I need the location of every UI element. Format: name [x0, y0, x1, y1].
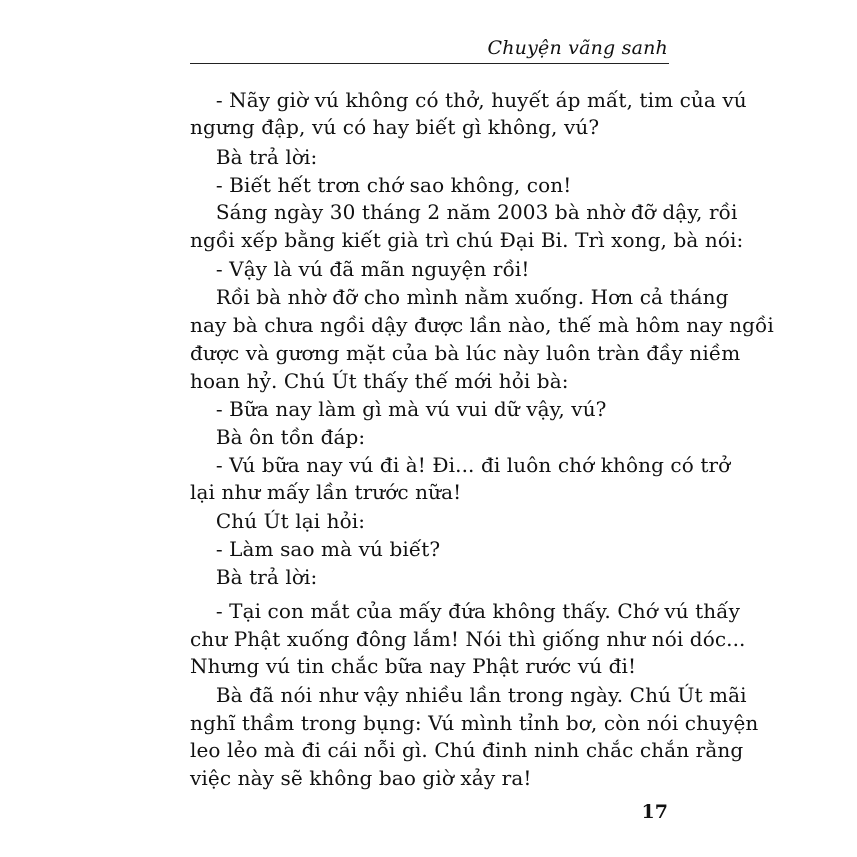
text-line: leo lẻo mà đi cái nỗi gì. Chú đinh ninh chắc chắn rằng: [190, 738, 744, 762]
text-line: nay bà chưa ngồi dậy được lần nào, thế mà hôm nay ngồi: [190, 313, 774, 337]
running-header-title: Chuyện vãng sanh: [487, 37, 668, 59]
text-line: Bà trả lời:: [190, 145, 318, 169]
text-line: - Tại con mắt của mấy đứa không thấy. Chớ vú thấy: [190, 599, 741, 623]
text-line: Rồi bà nhờ đỡ cho mình nằm xuống. Hơn cả tháng: [190, 285, 729, 309]
text-line: - Vú bữa nay vú đi à! Đi... đi luôn chớ không có trở: [190, 453, 731, 477]
text-line: chư Phật xuống đông lắm! Nói thì giống như nói dóc...: [190, 627, 746, 651]
text-line: - Biết hết trơn chớ sao không, con!: [190, 173, 572, 197]
header-rule: [190, 63, 669, 64]
text-line: Chú Út lại hỏi:: [190, 509, 366, 533]
text-line: ngồi xếp bằng kiết già trì chú Đại Bi. Trì xong, bà nói:: [190, 228, 744, 252]
text-line: Sáng ngày 30 tháng 2 năm 2003 bà nhờ đỡ dậy, rồi: [190, 200, 738, 224]
text-line: Bà ôn tồn đáp:: [190, 425, 366, 449]
text-line: Bà trả lời:: [190, 565, 318, 589]
text-line: hoan hỷ. Chú Út thấy thế mới hỏi bà:: [190, 369, 569, 393]
text-line: được và gương mặt của bà lúc này luôn tràn đầy niềm: [190, 341, 741, 365]
text-line: Bà đã nói như vậy nhiều lần trong ngày. Chú Út mãi: [190, 683, 747, 707]
text-line: - Vậy là vú đã mãn nguyện rồi!: [190, 257, 530, 281]
text-line: nghĩ thầm trong bụng: Vú mình tỉnh bơ, còn nói chuyện: [190, 711, 759, 735]
text-line: - Bữa nay làm gì mà vú vui dữ vậy, vú?: [190, 397, 607, 421]
text-line: việc này sẽ không bao giờ xảy ra!: [190, 766, 532, 790]
text-line: lại như mấy lần trước nữa!: [190, 480, 462, 504]
page-number: 17: [641, 801, 668, 823]
text-line: ngưng đập, vú có hay biết gì không, vú?: [190, 115, 600, 139]
text-line: Nhưng vú tin chắc bữa nay Phật rước vú đi!: [190, 654, 637, 678]
text-line: - Làm sao mà vú biết?: [190, 537, 441, 561]
text-line: - Nãy giờ vú không có thở, huyết áp mất, tim của vú: [190, 88, 747, 112]
